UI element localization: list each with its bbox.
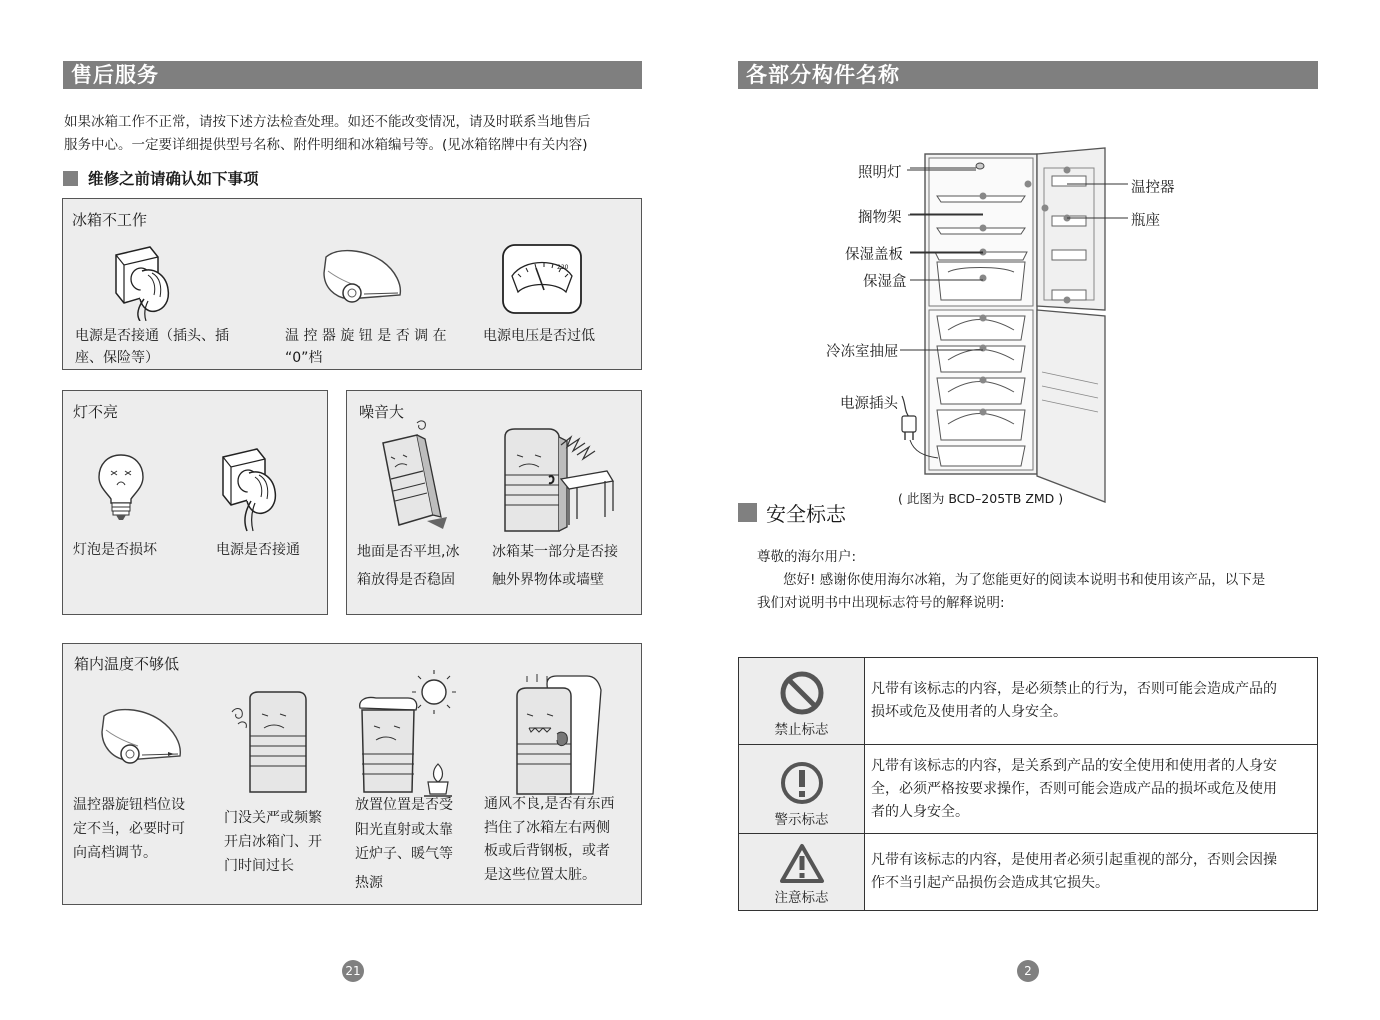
label-freezer-drawer: 冷冻室抽屉 [826, 344, 899, 360]
check-box-light-off [62, 390, 328, 615]
header-title: 各部分构件名称 [746, 63, 900, 87]
caption-line: 触外界物体或墙壁 [492, 572, 604, 588]
caption-line: 温控器旋钮档位设 [73, 797, 185, 813]
subheading-text: 维修之前请确认如下事项 [88, 170, 259, 188]
intro-line: 服务中心。一定要详细提供型号名称、附件明细和冰箱编号等。(见冰箱铭牌中有关内容) [64, 137, 588, 153]
caption-line: 温 控 器 旋 钮 是 否 调 在 [285, 328, 447, 344]
caption-line: 座、保险等） [75, 350, 159, 366]
caption-line: 冰箱某一部分是否接 [492, 544, 618, 560]
description-line: 者的人身安全。 [871, 803, 969, 820]
label-light: 照明灯 [858, 165, 902, 181]
diagram-leader-lines [880, 160, 1140, 430]
thermostat-knob-icon [96, 702, 188, 766]
caption-line: 电源是否接通（插头、插 [75, 328, 229, 344]
meter-scale-label: 220 [557, 264, 569, 271]
page-number-right: 2 [1017, 960, 1039, 982]
box-title: 噪音大 [359, 403, 405, 421]
caption-line: 板或后背钢板，或者 [484, 843, 610, 859]
caption-ventilation [484, 793, 642, 887]
voltmeter-icon [500, 242, 584, 316]
intro-text [64, 111, 654, 157]
bullet-square [63, 171, 78, 186]
paragraph-line: 我们对说明书中出现标志符号的解释说明: [757, 595, 1005, 611]
caption-line: 门时间过长 [224, 858, 294, 874]
check-box-temperature [62, 643, 642, 905]
description-line: 凡带有该标志的内容，是使用者必须引起重视的部分，否则会因操 [871, 852, 1277, 868]
caption-line: 箱放得是否稳固 [357, 572, 455, 588]
caption-voltage-low: 电源电压是否过低 [483, 328, 595, 344]
caption-line: 挡住了冰箱左右两侧 [484, 819, 610, 836]
caption-line: 门没关严或频繁 [224, 810, 322, 826]
caption-heat-source [355, 793, 480, 895]
safety-symbol-table [738, 657, 1318, 911]
caption-power-connected [75, 324, 265, 370]
caution-icon [779, 842, 825, 884]
description-line: 全，必须严格按要求操作，否则可能会造成产品的损坏或危及使用 [871, 780, 1277, 797]
symbol-label: 注意标志 [774, 890, 829, 906]
page-header-parts [738, 61, 1318, 89]
description-line: 损坏或危及使用者的人身安全。 [871, 704, 1067, 720]
caption-line: 热源 [355, 874, 383, 891]
box-title: 箱内温度不够低 [74, 655, 180, 673]
symbol-cell [739, 745, 865, 834]
box-title: 冰箱不工作 [72, 211, 148, 229]
caption-line: 阳光直射或太靠 [355, 821, 453, 838]
caption-line: “0”档 [285, 350, 323, 366]
wall-socket-plug-icon [215, 443, 295, 533]
symbol-description [865, 834, 1318, 911]
safety-heading-text: 安全标志 [766, 502, 846, 526]
check-box-not-working [62, 198, 642, 370]
model-caption: ( 此图为 BCD–205TB ZMD ) [898, 491, 1064, 506]
table-row [739, 658, 1318, 745]
page-header-after-sales [63, 61, 642, 89]
caption-floor-level [357, 538, 487, 594]
caption-line: 近炉子、暖气等 [355, 846, 453, 862]
box-title: 灯不亮 [73, 403, 119, 421]
paragraph-line: 您好! 感谢你使用海尔冰箱，为了您能更好的阅读本说明书和使用该产品，以下是 [783, 572, 1266, 588]
fridge-near-heat-sun-icon [348, 670, 463, 800]
caption-line: 向高档调节。 [73, 845, 157, 861]
caption-line: 是这些位置太脏。 [484, 866, 596, 883]
tilted-fridge-icon [373, 417, 453, 533]
caption-thermostat-setting [73, 793, 213, 865]
bullet-square [738, 503, 757, 522]
fridge-ventilation-icon [503, 674, 608, 799]
wall-socket-plug-icon [108, 241, 188, 321]
label-bottle-seat: 瓶座 [1131, 213, 1160, 229]
safety-heading [738, 498, 846, 527]
label-crisper: 保湿盒 [863, 274, 907, 290]
header-title: 售后服务 [71, 63, 159, 87]
caption-line: 定不当，必要时可 [73, 821, 185, 837]
label-shelf: 搁物架 [858, 210, 902, 226]
caption-line: 地面是否平坦,冰 [357, 544, 460, 560]
caption-touching-wall [492, 538, 642, 594]
symbol-label: 警示标志 [774, 812, 829, 828]
caption-power-connected: 电源是否接通 [216, 542, 300, 558]
thermostat-knob-icon [318, 243, 408, 305]
table-row [739, 745, 1318, 834]
caption-line: 放置位置是否受 [355, 797, 453, 813]
table-row [739, 834, 1318, 911]
check-box-noise [346, 390, 642, 615]
warning-icon [779, 760, 825, 806]
symbol-label: 禁止标志 [774, 722, 829, 738]
caption-door-open [224, 806, 349, 878]
page-number-left: 21 [342, 960, 364, 982]
intro-paragraph [757, 569, 1327, 615]
intro-line: 如果冰箱工作不正常，请按下述方法检查处理。如还不能改变情况，请及时联系当地售后 [64, 114, 591, 130]
symbol-cell [739, 834, 865, 911]
light-bulb-icon [95, 451, 147, 523]
label-crisper-cover: 保湿盖板 [845, 247, 903, 263]
caption-line: 开启冰箱门、开 [224, 834, 322, 850]
symbol-description [865, 658, 1318, 745]
prohibition-icon [779, 670, 825, 716]
fridge-touching-table-icon [497, 425, 617, 537]
description-line: 作不当引起产品损伤会造成其它损失。 [871, 875, 1109, 891]
label-power-plug: 电源插头 [840, 396, 898, 412]
label-thermostat: 温控器 [1131, 180, 1175, 196]
caption-bulb-broken: 灯泡是否损坏 [73, 542, 157, 558]
open-door-fridge-icon [228, 690, 313, 798]
description-line: 凡带有该标志的内容，是必须禁止的行为，否则可能会造成产品的 [871, 681, 1277, 697]
caption-line: 通风不良,是否有东西 [484, 796, 615, 812]
description-line: 凡带有该标志的内容，是关系到产品的安全使用和使用者的人身安 [871, 757, 1277, 774]
symbol-cell [739, 658, 865, 745]
greeting-text: 尊敬的海尔用户: [757, 549, 857, 565]
subheading [63, 167, 259, 189]
symbol-description [865, 745, 1318, 834]
caption-thermostat-zero [285, 324, 465, 370]
